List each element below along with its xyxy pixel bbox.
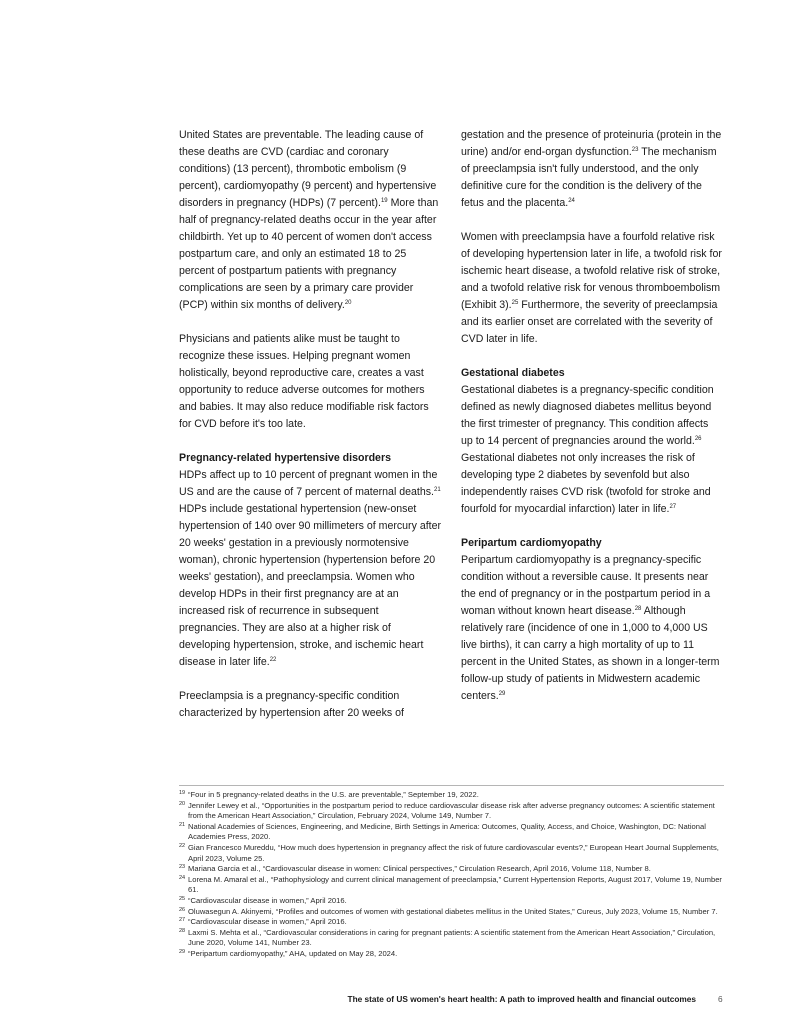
footnote: 28 Laxmi S. Mehta et al., “Cardiovascular considerations in caring for pregnant patients: A scientific statement from the American Heart Association,” Circulation, June 2020, Volume 141, Number 23. [179, 927, 716, 948]
footnote-ref[interactable]: 27 [669, 504, 677, 510]
footnote: 22 Gian Francesco Mureddu, “How much does hypertension in pregnancy affect the risk of future cardiovascular events?,” European Heart Journal Supplements, April 2023, Volume 25. [179, 842, 719, 863]
report-title: The state of US women's heart health: A path to improved health and financial outcomes [347, 994, 696, 1004]
footnote: 23 Mariana Garcia et al., “Cardiovascular disease in women: Clinical perspectives,” Circulation Research, April 2016, Volume 118, Number 8. [179, 864, 651, 874]
section-heading: Peripartum cardiomyopathy [461, 537, 602, 549]
footnote: 29 “Peripartum cardiomyopathy,” AHA, updated on May 28, 2024. [179, 948, 398, 958]
body-paragraph: HDPs affect up to 10 percent of pregnant women in the US and are the cause of 7 percent of maternal deaths.$^{21}$ HDPs include gestational hypertension (new-onset hypertension of 140 over 90 millimeters of mercury after 20 weeks' gestation in a previously normotensive woman), chronic hypertension (hypertension before 20 weeks' gestation), and preeclampsia. Women who develop HDPs in their first pregnancy are at an increased risk of recurrence in subsequent pregnancies. They are also at a higher risk of developing hypertension, stroke, and ischemic heart disease in later life.$^{22}$ [179, 469, 442, 668]
footnote-ref[interactable]: 22 [269, 657, 277, 663]
body-paragraph: gestation and the presence of proteinuria (protein in the urine) and/or end-organ dysfunction.$^{23}$ The mechanism of preeclampsia isn't fully understood, and the only definitive cure for the condition is the delivery of the fetus and the placenta.$^{24}$ [461, 129, 722, 209]
footnote: 20 Jennifer Lewey et al., “Opportunities in the postpartum period to reduce cardiovascular disease risk after adverse pregnancy outcomes: A scientific statement from the American Heart Association,” Circulation, February 2024, Volume 149, Number 7. [179, 800, 715, 821]
page-number: 6 [718, 994, 723, 1004]
footnote: 24 Lorena M. Amaral et al., “Pathophysiology and current clinical management of preeclampsia,” Current Hypertension Reports, August 2017, Volume 19, Number 61. [179, 874, 722, 895]
footnote: 21 National Academies of Sciences, Engineering, and Medicine, Birth Settings in America: Outcomes, Quality, Access, and Choice, Washington, DC: National Academies Press, 2020. [179, 821, 706, 842]
footnote-ref[interactable]: 21 [434, 487, 441, 493]
body-paragraph: Women with preeclampsia have a fourfold relative risk of developing hypertension later in life, a twofold risk for ischemic heart disease, a twofold relative risk of stroke, and a twofold relative risk for venous thromboembolism (Exhibit 3).$^{25}$ Furthermore, the severity of preeclampsia and its earlier onset are correlated with the severity of CVD later in life. [461, 231, 722, 345]
footnote: 26 Oluwasegun A. Akinyemi, “Profiles and outcomes of women with gestational diabetes mellitus in the United States,” Cureus, July 2023, Volume 15, Number 7. [179, 906, 718, 916]
body-paragraph: United States are preventable. The leading cause of these deaths are CVD (cardiac and coronary conditions) (13 percent), thrombotic embolism (9 percent), cardiomyopathy (9 percent) and hypertensive disorders in pregnancy (HDPs) (7 percent).$^{19}$ More than half of pregnancy-related deaths occur in the year after childbirth. Yet up to 40 percent of women don't access postpartum care, and only an estimated 18 to 25 percent of postpartum patients with pregnancy complications are seen by a primary care provider (PCP) within six months of delivery.$^{20}$ [179, 129, 439, 311]
footnotes [179, 790, 729, 960]
footnote-ref[interactable]: 29 [498, 691, 506, 697]
body-paragraph: Gestational diabetes is a pregnancy-specific condition defined as newly diagnosed diabetes mellitus beyond the first trimester of pregnancy. This condition affects up to 14 percent of pregnancies around the world.$^{26}$ Gestational diabetes not only increases the risk of developing type 2 diabetes by sevenfold but also independently raises CVD risk (twofold for stroke and fourfold for myocardial infarction) later in life.$^{27}$ [461, 384, 714, 515]
footnote: 27 “Cardiovascular disease in women,” April 2016. [179, 917, 347, 927]
footnote-ref[interactable]: 19 [380, 198, 388, 204]
right-column [461, 127, 723, 722]
footnote-ref[interactable]: 26 [694, 436, 702, 442]
footnote: 19 “Four in 5 pregnancy-related deaths in the U.S. are preventable,” September 19, 2022. [179, 790, 479, 799]
body-paragraph: Preeclampsia is a pregnancy-specific condition characterized by hypertension after 20 weeks of [179, 690, 404, 719]
footnote-ref[interactable]: 24 [568, 198, 575, 204]
section-heading: Pregnancy-related hypertensive disorders [179, 452, 391, 464]
footnote-ref[interactable]: 25 [511, 300, 519, 306]
body-paragraph: Peripartum cardiomyopathy is a pregnancy-specific condition without a reversible cause. It presents near the end of pregnancy or in the postpartum period in a woman without known heart disease.$^{28}$ Although relatively rare (incidence of one in 1,000 to 4,000 US live births), it can carry a high mortality of up to 11 percent in the United States, as shown in a longer-term follow-up study of patients in Midwestern academic centers.$^{29}$ [461, 554, 720, 702]
footnote-ref[interactable]: 28 [634, 606, 642, 612]
footnote-ref[interactable]: 23 [631, 147, 639, 153]
body-paragraph: Physicians and patients alike must be taught to recognize these issues. Helping pregnant women holistically, beyond reproductive care, creates a vast opportunity to reduce adverse outcomes for mothers and babies. It may also reduce modifiable risk factors for CVD before it's too late. [179, 333, 429, 430]
footnote-ref[interactable]: 20 [344, 300, 352, 306]
footnote: 25 “Cardiovascular disease in women,” April 2016. [179, 895, 347, 905]
left-column [179, 127, 441, 739]
footnote-divider [179, 785, 724, 786]
section-heading: Gestational diabetes [461, 367, 565, 379]
